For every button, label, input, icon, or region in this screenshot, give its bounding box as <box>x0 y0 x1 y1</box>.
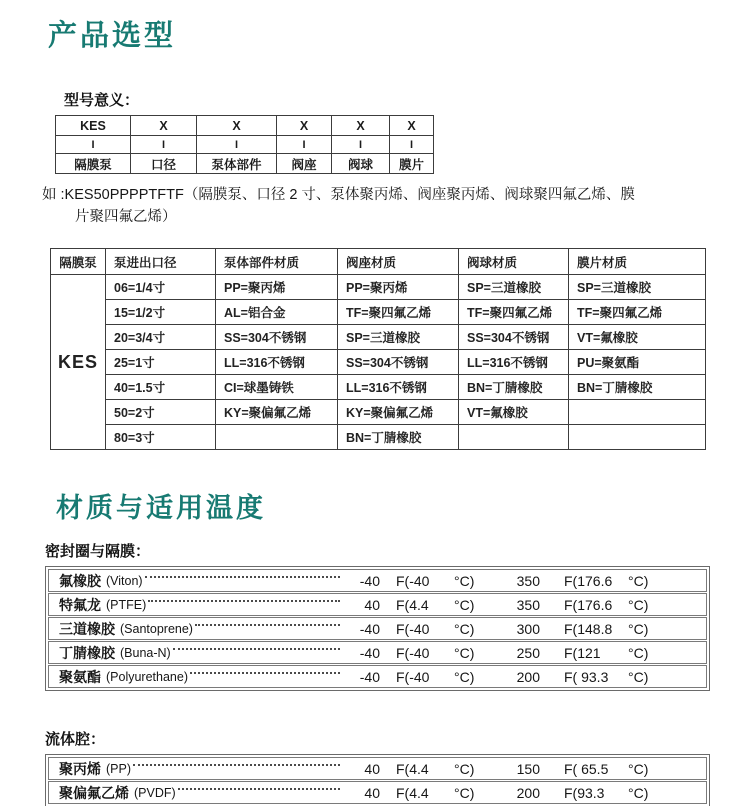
max-temp-f: 300 <box>516 620 540 637</box>
material-name-en: (PP) <box>106 761 131 776</box>
max-temp-f: 150 <box>516 760 540 777</box>
table-cell: SP=三道橡胶 <box>569 275 706 300</box>
example-line-1: 如 :KES50PPPPTFTF（隔膜泵、口径 2 寸、泵体聚丙烯、阀座聚丙烯、阀球聚四氟乙烯、膜 <box>42 187 635 203</box>
table-row <box>48 781 707 804</box>
min-temp-c-unit: °C) <box>454 620 475 637</box>
min-temp-c-unit: °C) <box>454 760 475 777</box>
min-temp-f: -40 <box>359 620 380 637</box>
max-temp-c-unit: °C) <box>628 644 649 661</box>
table-cell: 06=1/4寸 <box>106 275 216 300</box>
max-temp-c-value: F(176.6 <box>564 572 613 589</box>
table-cell: KES <box>56 116 131 136</box>
max-temp-c-unit: °C) <box>628 596 649 613</box>
table-row <box>51 325 706 350</box>
material-name-en: (Polyurethane) <box>106 669 188 684</box>
table-row <box>48 569 707 592</box>
max-temp-c-unit: °C) <box>628 620 649 637</box>
model-code-table <box>55 115 434 174</box>
min-temp-c-value: F(-40 <box>396 620 430 637</box>
material-name-cn: 三道橡胶 <box>59 620 115 637</box>
table-cell: VT=氟橡胶 <box>569 325 706 350</box>
table-cell: 40=1.5寸 <box>106 375 216 400</box>
table-cell: I <box>332 136 390 154</box>
dot-leader <box>173 648 340 650</box>
min-temp-c-value: F(-40 <box>396 668 430 685</box>
table-cell: TF=聚四氟乙烯 <box>338 300 459 325</box>
table-cell: BN=丁腈橡胶 <box>569 375 706 400</box>
table-row <box>51 425 706 450</box>
table-cell: TF=聚四氟乙烯 <box>459 300 569 325</box>
table-cell: SS=304不锈钢 <box>459 325 569 350</box>
fluid-temperature-table <box>45 754 710 806</box>
table-cell: 25=1寸 <box>106 350 216 375</box>
table-cell: I <box>56 136 131 154</box>
max-temp-c <box>564 761 676 777</box>
max-temp-c <box>564 645 676 661</box>
table-cell: SS=304不锈钢 <box>216 325 338 350</box>
table-cell: KY=聚偏氟乙烯 <box>216 400 338 425</box>
table-cell: 口径 <box>131 154 197 174</box>
max-temp-f: 350 <box>516 572 540 589</box>
table-cell: VT=氟橡胶 <box>459 400 569 425</box>
table-row <box>48 641 707 664</box>
max-temp-c <box>564 597 676 613</box>
max-temp-f: 350 <box>516 596 540 613</box>
table-cell: 阀座 <box>277 154 332 174</box>
table-cell: BN=丁腈橡胶 <box>459 375 569 400</box>
min-temp-f: -40 <box>359 572 380 589</box>
fluid-chamber-label: 流体腔： <box>45 731 106 748</box>
table-cell <box>569 400 706 425</box>
table-cell: TF=聚四氟乙烯 <box>569 300 706 325</box>
max-temp-c <box>564 573 676 589</box>
max-temp-c <box>564 785 676 801</box>
material-name-en: (Santoprene) <box>120 621 193 636</box>
min-temp-c-value: F(4.4 <box>396 784 429 801</box>
seal-temperature-table <box>45 566 710 691</box>
material-name-en: (Viton) <box>106 573 143 588</box>
min-temp-c-value: F(-40 <box>396 572 430 589</box>
material-name-en: (PVDF) <box>134 785 176 800</box>
table-cell: I <box>197 136 277 154</box>
max-temp-c-value: F(148.8 <box>564 620 613 637</box>
dot-leader <box>195 624 340 626</box>
dot-leader <box>145 576 340 578</box>
dot-leader <box>133 764 340 766</box>
table-cell: 隔膜泵 <box>56 154 131 174</box>
example-line-2: 片聚四氟乙烯） <box>75 209 177 225</box>
material-name-cn: 聚氨酯 <box>59 668 101 685</box>
max-temp-f: 250 <box>516 644 540 661</box>
table-cell: X <box>277 116 332 136</box>
table-row <box>48 617 707 640</box>
max-temp-c <box>564 621 676 637</box>
table-cell: SP=三道橡胶 <box>338 325 459 350</box>
table-row <box>48 757 707 780</box>
max-temp-c-value: F(121 <box>564 644 601 661</box>
table-cell <box>569 425 706 450</box>
table-cell: SP=三道橡胶 <box>459 275 569 300</box>
column-header: 膜片材质 <box>569 249 706 275</box>
min-temp-c <box>396 597 496 613</box>
dot-leader <box>148 600 340 602</box>
min-temp-c <box>396 573 496 589</box>
min-temp-c <box>396 761 496 777</box>
table-cell: X <box>131 116 197 136</box>
material-name-en: (PTFE) <box>106 597 147 612</box>
table-cell: SS=304不锈钢 <box>338 350 459 375</box>
table-row <box>51 300 706 325</box>
column-header: 泵体部件材质 <box>216 249 338 275</box>
min-temp-c <box>396 785 496 801</box>
material-selection-table <box>50 248 706 450</box>
pump-series-cell: KES <box>51 275 106 450</box>
dot-leader <box>190 672 340 674</box>
table-cell: 20=3/4寸 <box>106 325 216 350</box>
min-temp-c <box>396 669 496 685</box>
table-cell: 80=3寸 <box>106 425 216 450</box>
model-example-text <box>42 184 707 228</box>
min-temp-c-unit: °C) <box>454 572 475 589</box>
material-name-cn: 特氟龙 <box>59 596 101 613</box>
column-header: 阀座材质 <box>338 249 459 275</box>
table-row <box>51 275 706 300</box>
selection-header-row <box>51 249 706 275</box>
column-header: 隔膜泵 <box>51 249 106 275</box>
table-cell: X <box>197 116 277 136</box>
table-cell: 膜片 <box>390 154 434 174</box>
model-meaning-label: 型号意义： <box>64 92 140 109</box>
table-cell: 15=1/2寸 <box>106 300 216 325</box>
table-cell: LL=316不锈钢 <box>338 375 459 400</box>
min-temp-c-value: F(4.4 <box>396 760 429 777</box>
model-code-row <box>56 116 434 136</box>
max-temp-c-unit: °C) <box>628 668 649 685</box>
min-temp-c-value: F(4.4 <box>396 596 429 613</box>
table-cell: I <box>131 136 197 154</box>
table-cell <box>459 425 569 450</box>
material-name-cn: 丁腈橡胶 <box>59 644 115 661</box>
material-name-cn: 聚丙烯 <box>59 760 101 777</box>
min-temp-c-unit: °C) <box>454 596 475 613</box>
table-cell: 阀球 <box>332 154 390 174</box>
table-row <box>51 400 706 425</box>
table-cell: PU=聚氨酯 <box>569 350 706 375</box>
table-cell: 泵体部件 <box>197 154 277 174</box>
min-temp-c <box>396 645 496 661</box>
min-temp-c <box>396 621 496 637</box>
table-cell: CI=球墨铸铁 <box>216 375 338 400</box>
min-temp-c-value: F(-40 <box>396 644 430 661</box>
table-cell: I <box>277 136 332 154</box>
table-row <box>48 593 707 616</box>
table-cell: AL=铝合金 <box>216 300 338 325</box>
min-temp-f: -40 <box>359 644 380 661</box>
table-cell: I <box>390 136 434 154</box>
max-temp-f: 200 <box>516 784 540 801</box>
column-header: 阀球材质 <box>459 249 569 275</box>
table-cell: BN=丁腈橡胶 <box>338 425 459 450</box>
table-cell: LL=316不锈钢 <box>459 350 569 375</box>
table-cell <box>216 425 338 450</box>
model-part-row <box>56 154 434 174</box>
max-temp-c-value: F(93.3 <box>564 784 605 801</box>
page-title-material-temperature: 材质与适用温度 <box>56 493 266 523</box>
max-temp-c-value: F( 65.5 <box>564 760 609 777</box>
max-temp-c-unit: °C) <box>628 760 649 777</box>
table-cell: LL=316不锈钢 <box>216 350 338 375</box>
max-temp-c <box>564 669 676 685</box>
table-row <box>51 375 706 400</box>
model-pipe-row <box>56 136 434 154</box>
max-temp-f: 200 <box>516 668 540 685</box>
table-cell: X <box>390 116 434 136</box>
min-temp-f: 40 <box>364 784 380 801</box>
min-temp-c-unit: °C) <box>454 668 475 685</box>
table-row <box>48 665 707 688</box>
max-temp-c-unit: °C) <box>628 784 649 801</box>
table-cell: 50=2寸 <box>106 400 216 425</box>
table-cell: PP=聚丙烯 <box>338 275 459 300</box>
material-name-cn: 氟橡胶 <box>59 572 101 589</box>
min-temp-c-unit: °C) <box>454 784 475 801</box>
min-temp-c-unit: °C) <box>454 644 475 661</box>
table-row <box>51 350 706 375</box>
material-name-cn: 聚偏氟乙烯 <box>59 784 129 801</box>
seal-diaphragm-label: 密封圈与隔膜： <box>45 543 151 560</box>
table-cell: KY=聚偏氟乙烯 <box>338 400 459 425</box>
table-cell: PP=聚丙烯 <box>216 275 338 300</box>
max-temp-c-unit: °C) <box>628 572 649 589</box>
min-temp-f: 40 <box>364 596 380 613</box>
max-temp-c-value: F( 93.3 <box>564 668 609 685</box>
column-header: 泵进出口径 <box>106 249 216 275</box>
dot-leader <box>178 788 340 790</box>
table-cell: X <box>332 116 390 136</box>
page-title-product-selection: 产品选型 <box>48 20 177 52</box>
max-temp-c-value: F(176.6 <box>564 596 613 613</box>
min-temp-f: -40 <box>359 668 380 685</box>
min-temp-f: 40 <box>364 760 380 777</box>
material-name-en: (Buna-N) <box>120 645 171 660</box>
